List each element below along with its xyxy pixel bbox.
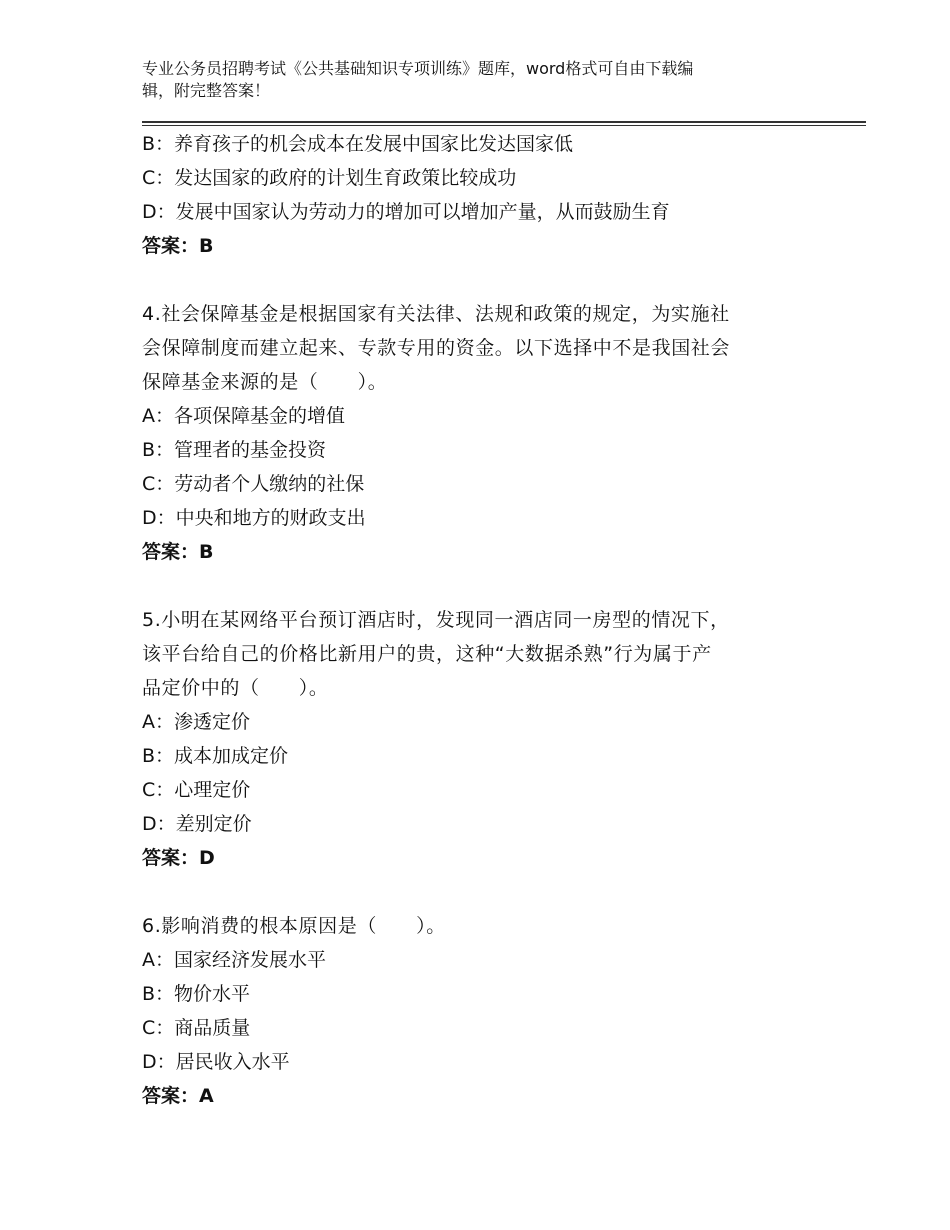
- question-stem-line: 4.社会保障基金是根据国家有关法律、法规和政策的规定，为实施社: [142, 303, 730, 325]
- question-content: [142, 127, 812, 1113]
- question-6: [142, 909, 812, 1113]
- answer-label: 答案：D: [142, 847, 215, 869]
- option-d: D：居民收入水平: [142, 1051, 290, 1073]
- question-stem-line: 保障基金来源的是（ ）。: [142, 371, 388, 393]
- answer-label: 答案：B: [142, 541, 214, 563]
- answer-label: 答案：A: [142, 1085, 214, 1107]
- option-a: A：国家经济发展水平: [142, 949, 326, 971]
- option-d: D：差别定价: [142, 813, 252, 835]
- option-b: B：物价水平: [142, 983, 251, 1005]
- question-stem-line: 品定价中的（ ）。: [142, 677, 329, 699]
- question-stem-line: 该平台给自己的价格比新用户的贵，这种“大数据杀熟”行为属于产: [142, 643, 712, 665]
- option-c: C：发达国家的政府的计划生育政策比较成功: [142, 167, 517, 189]
- option-d: D：中央和地方的财政支出: [142, 507, 366, 529]
- header-rule-thin: [142, 125, 866, 126]
- header-line-1: 专业公务员招聘考试《公共基础知识专项训练》题库，word格式可自由下载编: [142, 59, 694, 78]
- option-b: B：管理者的基金投资: [142, 439, 327, 461]
- option-b: B：成本加成定价: [142, 745, 289, 767]
- option-c: C：心理定价: [142, 779, 251, 801]
- option-b: B：养育孩子的机会成本在发展中国家比发达国家低: [142, 133, 574, 155]
- question-stem-line: 6.影响消费的根本原因是（ ）。: [142, 915, 446, 937]
- question-3-continued: [142, 127, 812, 263]
- option-a: A：各项保障基金的增值: [142, 405, 345, 427]
- header-line-2: 辑，附完整答案！: [142, 81, 271, 100]
- header-rule-thick: [142, 121, 866, 123]
- question-4: [142, 297, 812, 569]
- option-c: C：劳动者个人缴纳的社保: [142, 473, 365, 495]
- page-header: [142, 58, 822, 102]
- question-stem-line: 5.小明在某网络平台预订酒店时，发现同一酒店同一房型的情况下，: [142, 609, 730, 631]
- question-stem-line: 会保障制度而建立起来、专款专用的资金。以下选择中不是我国社会: [142, 337, 731, 359]
- question-5: [142, 603, 812, 875]
- option-c: C：商品质量: [142, 1017, 251, 1039]
- option-d: D：发展中国家认为劳动力的增加可以增加产量，从而鼓励生育: [142, 201, 670, 223]
- answer-label: 答案：B: [142, 235, 214, 257]
- option-a: A：渗透定价: [142, 711, 250, 733]
